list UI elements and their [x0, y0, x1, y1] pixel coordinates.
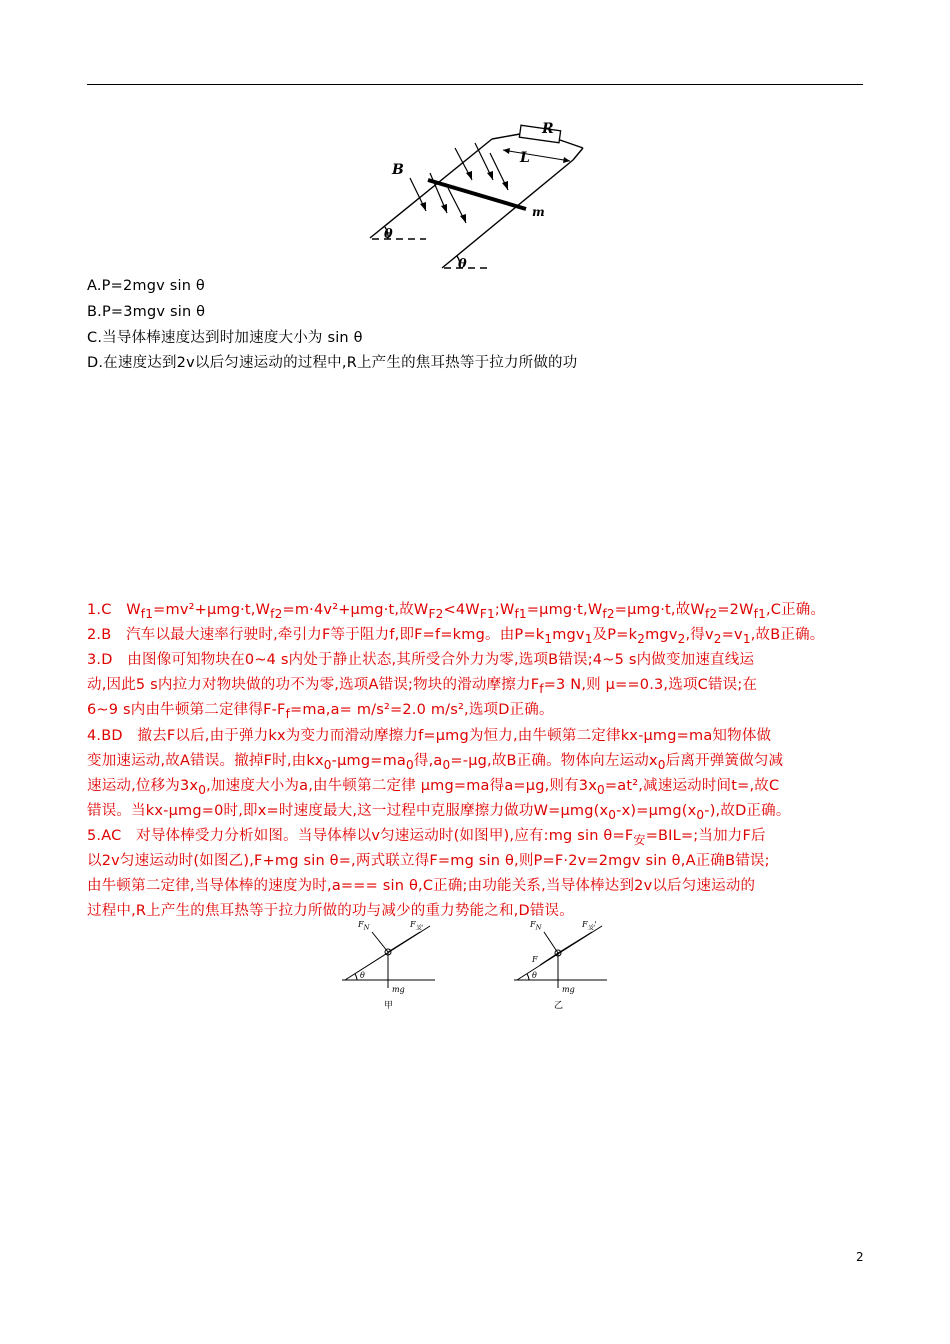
label-m: m [532, 205, 545, 219]
answer-line-10: 5.AC 对导体棒受力分析如图。当导体棒以v匀速运动时(如图甲),应有:mg $\sin \theta=F_安=BIL=$;当加力F后 [87, 828, 766, 847]
label-f: F [532, 955, 538, 964]
answer-line-12: 由牛顿第二定律,当导体棒的速度为时,a=== sin θ,C正确;由功能关系,当导体棒达到2v以后匀速运动的 [87, 878, 756, 894]
label-theta-1: θ [384, 227, 393, 242]
answer-line-8: 速运动,位移为$3x_0$,加速度大小为a,由牛顿第二定律 μmg=ma得a=μg,则有$3x_0=at^2$,减速运动时间t=,故C [87, 778, 780, 797]
label-theta: θ [532, 971, 537, 980]
answer-line-7: 变加速运动,故A错误。撤掉F时,由$kx_0-\mu mg=ma_0$得$,a_0=-\mu g$,故B正确。物体向左运动$x_0$后离开弹簧做匀减 [87, 753, 784, 772]
answer-line-11: 以2v匀速运动时(如图乙),F+mg sin θ=,两式联立得F=mg sin θ,则P=F·2v=2mgv sin θ,A正确B错误; [87, 853, 770, 869]
label-fn: $F_N$ [530, 920, 542, 932]
answer-line-6: 4.BD 撤去F以后,由于弹力kx为变力而滑动摩擦力f=μmg为恒力,由牛顿第二定律kx-μmg=ma知物体做 [87, 728, 772, 744]
force-diagram-yi [512, 918, 612, 1013]
option-c: C.当导体棒速度达到时加速度大小为 sin θ [87, 330, 363, 346]
label-theta: θ [360, 971, 365, 980]
force-diagram-jia [340, 918, 440, 1013]
label-B: B [392, 162, 404, 178]
page-number: 2 [856, 1250, 864, 1264]
label-R: R [542, 121, 554, 137]
answer-line-3: 3.D 由图像可知物块在0~4 s内处于静止状态,其所受合外力为零,选项B错误;4~5 s内做变加速直线运 [87, 652, 755, 668]
answer-line-9: 错误。当kx-μmg=0时,即x=时速度最大,这一过程中克服摩擦力做功$W=\mu mg(x_0-x)=\mu mg(x_0-)$,故D正确。 [87, 803, 791, 822]
header-rule [87, 84, 863, 85]
answer-line-13: 过程中,R上产生的焦耳热等于拉力所做的功与减少的重力势能之和,D错误。 [87, 903, 574, 919]
caption-yi: 乙 [554, 1001, 564, 1011]
label-fan: $F_安$ [410, 920, 423, 932]
option-b: B.P=3mgv sin θ [87, 304, 206, 320]
answer-line-4: 动,因此5 s内拉力对物块做的功不为零,选项A错误;物块的滑动摩擦力$F_f=3$ N,则 μ==0.3,选项C错误;在 [87, 677, 758, 696]
option-a: A.P=2mgv sin θ [87, 278, 205, 294]
label-theta-2: θ [458, 257, 467, 272]
label-mg: mg [562, 985, 575, 994]
label-mg: mg [392, 985, 405, 994]
label-L: L [520, 150, 530, 166]
caption-jia: 甲 [384, 1001, 394, 1011]
label-fan-prime: $F_安'$ [582, 920, 597, 932]
answer-line-5: 6~9 s内由牛顿第二定律得$F-F_f=ma,a= m/s^2=2.0$ m/s²,选项D正确。 [87, 702, 554, 721]
label-fn: $F_N$ [358, 920, 370, 932]
incline-rails-figure [360, 118, 600, 274]
answer-line-1: 1.C $W_{f1}=mv^2+\mu mg\cdot t,W_{f2}=m\cdot 4v^2+\mu mg\cdot t$,故$W_{F2}<4W_{F1};W_{f1}=\mu mg\cdot t,W_{f2}=\mu mg\cdot t$,故$W_{f2}=2W_{f1},C$正确。 [87, 602, 826, 621]
answer-line-2: 2.B 汽车以最大速率行驶时,牵引力F等于阻力f,即F=f=kmg。由$P=k_1mgv_1$及$P=k_2mgv_2$,得$v_2=v_1$,故B正确。 [87, 627, 825, 646]
option-d: D.在速度达到2v以后匀速运动的过程中,R上产生的焦耳热等于拉力所做的功 [87, 355, 578, 371]
